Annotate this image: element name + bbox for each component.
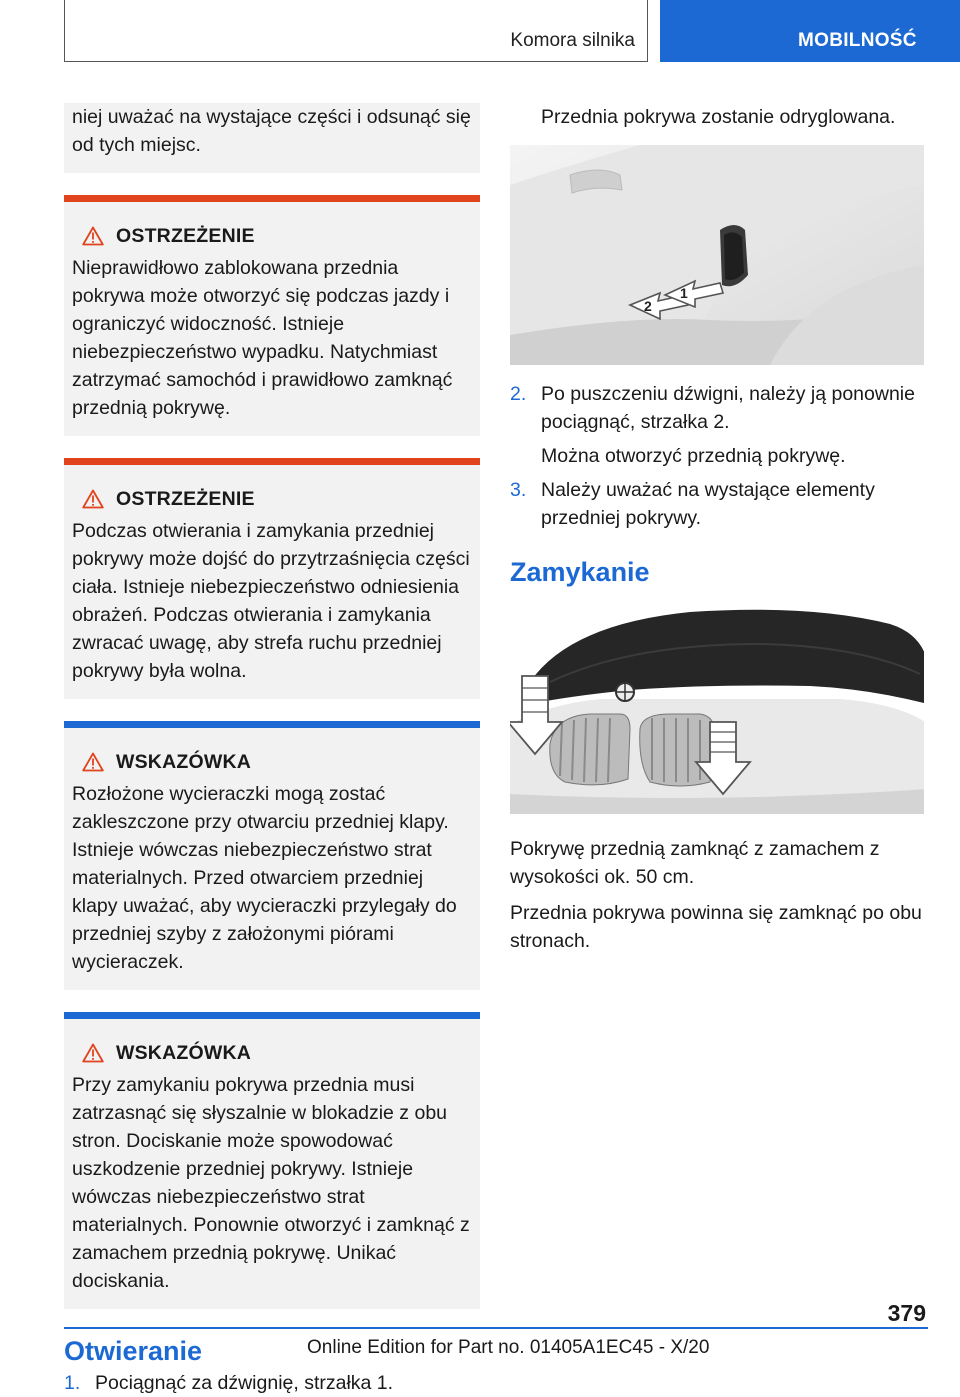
hood-release-lever-figure <box>510 145 924 370</box>
warning-triangle-icon <box>82 489 104 509</box>
step-continuation-text: Przednia pokrywa zostanie odryglowana. <box>541 106 896 128</box>
footer-divider <box>64 1327 928 1329</box>
step-text: Pociągnąć za dźwignię, strzałka 1. <box>95 1372 394 1394</box>
edition-footer: Online Edition for Part no. 01405A1EC45 - X/20 <box>307 1337 710 1358</box>
step-item-1 <box>64 1369 480 1397</box>
warning-box-2 <box>64 458 480 699</box>
left-column <box>64 103 480 1397</box>
step-number: 2. <box>510 383 527 405</box>
section-heading-closing: Zamykanie <box>510 557 650 587</box>
warning-title: OSTRZEŻENIE <box>116 488 255 510</box>
warning-title: OSTRZEŻENIE <box>116 225 255 247</box>
hood-closing-illustration <box>510 604 924 814</box>
step-item-2 <box>510 380 928 436</box>
notice-text: Rozłożone wycieraczki mogą zostać zakleszczone przy otwarciu przedniej klapy. Istnieje wówczas niebezpieczeństwo strat materialnych. Przed otwarciem przedniej klapy uważać, aby wycieraczki przylegały do przedniej szyby z założonymi piórami wycieraczek. <box>72 783 457 973</box>
warning-text: Nieprawidłowo zablokowana przednia pokrywa może otworzyć się podczas jazdy i ograniczyć widoczność. Istnieje niebezpieczeństwo wypadku. Natychmiast zatrzymać samochód i prawidłowo zamknąć przednią pokrywę. <box>72 257 453 419</box>
continued-note-text: niej uważać na wystające części i odsunąć się od tych miejsc. <box>72 106 471 156</box>
step-text: Należy uważać na wystające elementy przedniej pokrywy. <box>541 479 875 529</box>
continued-note <box>64 103 480 173</box>
step-item-3 <box>510 476 928 532</box>
header-section-title: Komora silnika <box>510 30 635 51</box>
step-number: 3. <box>510 479 527 501</box>
notice-box-1 <box>64 721 480 990</box>
hood-release-lever-illustration <box>510 145 924 365</box>
closing-instruction-text: Pokrywę przednią zamknąć z zamachem z wysokości ok. 50 cm. <box>510 838 880 888</box>
notice-triangle-icon <box>82 1043 104 1063</box>
step-number: 1. <box>64 1372 81 1394</box>
step-text: Po puszczeniu dźwigni, należy ją ponownie pociągnąć, strzałka 2. <box>541 383 915 433</box>
right-column <box>510 103 928 955</box>
header-chapter-tab[interactable]: MOBILNOŚĆ <box>660 0 960 62</box>
closing-result-text: Przednia pokrywa powinna się zamknąć po obu stronach. <box>510 902 922 952</box>
notice-box-2 <box>64 1012 480 1309</box>
arrow-label-2: 2 <box>644 298 652 314</box>
warning-text: Podczas otwierania i zamykania przedniej pokrywy może dojść do przytrzaśnięcia części ciała. Istnieje niebezpieczeństwo odniesienia obrażeń. Podczas otwierania i zamykania zwracać uwagę, aby strefa ruchu przedniej pokrywy była wolna. <box>72 520 470 682</box>
header-frame <box>64 0 648 62</box>
step-result-text: Można otworzyć przednią pokrywę. <box>541 445 846 467</box>
warning-triangle-icon <box>82 226 104 246</box>
arrow-label-1: 1 <box>680 285 688 301</box>
notice-title: WSKAZÓWKA <box>116 1042 252 1064</box>
warning-box-1 <box>64 195 480 436</box>
notice-triangle-icon <box>82 752 104 772</box>
notice-title: WSKAZÓWKA <box>116 751 252 773</box>
page-number: 379 <box>887 1300 926 1326</box>
section-heading-opening: Otwieranie <box>64 1336 203 1366</box>
notice-text: Przy zamykaniu pokrywa przednia musi zatrzasnąć się słyszalnie w blokadzie z obu stron. Dociskanie może spowodować uszkodzenie przedniej pokrywy. Istnieje wówczas niebezpieczeństwo strat materialnych. Ponownie otworzyć i zamknąć z zamachem przednią pokrywę. Unikać dociskania. <box>72 1074 470 1292</box>
hood-closing-figure <box>510 604 924 819</box>
